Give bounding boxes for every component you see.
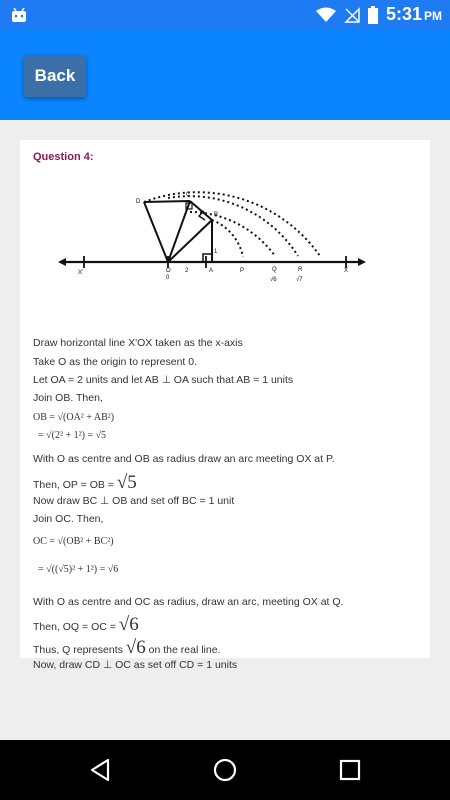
back-button[interactable]: Back <box>24 55 86 97</box>
solution-line-5: With O as centre and OB as radius draw an arc meeting OX at P. <box>33 453 335 465</box>
content-area <box>0 120 450 740</box>
solution-line-8: Join OC. Then, <box>33 513 104 525</box>
solution-line-2: Take O as the origin to represent 0. <box>33 356 198 368</box>
label-p: P <box>240 268 245 274</box>
wifi-icon <box>316 7 336 23</box>
label-o-bottom: 0 <box>166 275 170 281</box>
question-card <box>20 140 430 671</box>
clock-ampm: PM <box>424 9 442 23</box>
solution-line-7: Now draw BC ⊥ OB and set off BC = 1 unit <box>33 495 235 507</box>
solution-line-12: Now, draw CD ⊥ OC as set off CD = 1 units <box>33 659 238 671</box>
label-q: Q <box>272 267 277 273</box>
question-title: Question 4: <box>33 151 94 163</box>
android-icon <box>10 6 28 24</box>
equation-oc-2: = √((√5)² + 1²) = √6 <box>38 564 119 575</box>
line10-text: Then, OQ = OC = <box>33 621 116 633</box>
no-signal-icon <box>344 7 360 23</box>
label-c: C <box>186 192 191 198</box>
line11-text: Thus, Q represents <box>33 644 123 656</box>
label-r: R <box>298 267 303 273</box>
label-one: 1 <box>214 249 218 255</box>
app-bar <box>0 30 450 120</box>
line6-text: Then, OP = OB = <box>33 479 114 491</box>
clock-time: 5:31 <box>385 4 422 24</box>
label-sqrt6: √6 <box>270 277 277 283</box>
root6-symbol: √6 <box>118 614 139 635</box>
home-circle-icon[interactable] <box>213 758 237 782</box>
root6-symbol-2: √6 <box>125 637 146 658</box>
label-o-top: O <box>166 268 171 274</box>
recents-square-icon[interactable] <box>339 758 361 782</box>
line11-tail: on the real line. <box>148 644 221 656</box>
back-triangle-icon[interactable] <box>89 758 111 782</box>
battery-icon <box>368 6 378 24</box>
root5-symbol: √5 <box>116 472 137 493</box>
equation-oc-1: OC = √(OB² + BC²) <box>33 536 114 547</box>
solution-line-3: Let OA = 2 units and let AB ⊥ OA such that AB = 1 units <box>33 374 294 386</box>
solution-line-4: Join OB. Then, <box>33 392 103 404</box>
solution-line-6 <box>33 472 137 494</box>
label-a: A <box>209 268 214 274</box>
label-d: D <box>136 199 141 205</box>
label-sqrt7: √7 <box>296 277 303 283</box>
solution-line-11 <box>33 637 220 659</box>
equation-ob-1: OB = √(OA² + AB²) <box>33 412 115 423</box>
label-x-prime: X' <box>78 270 84 276</box>
equation-ob-2: = √(2² + 1²) = √5 <box>38 430 107 441</box>
label-x: X <box>344 268 349 274</box>
navigation-bar <box>0 740 450 800</box>
construction-diagram <box>50 176 370 310</box>
status-bar <box>0 0 450 30</box>
solution-line-10 <box>33 614 139 636</box>
solution-line-1: Draw horizontal line X'OX taken as the x-axis <box>33 337 243 349</box>
label-b: B <box>214 212 219 218</box>
label-two: 2 <box>185 268 189 274</box>
solution-line-9: With O as centre and OC as radius, draw an arc, meeting OX at Q. <box>33 596 344 608</box>
